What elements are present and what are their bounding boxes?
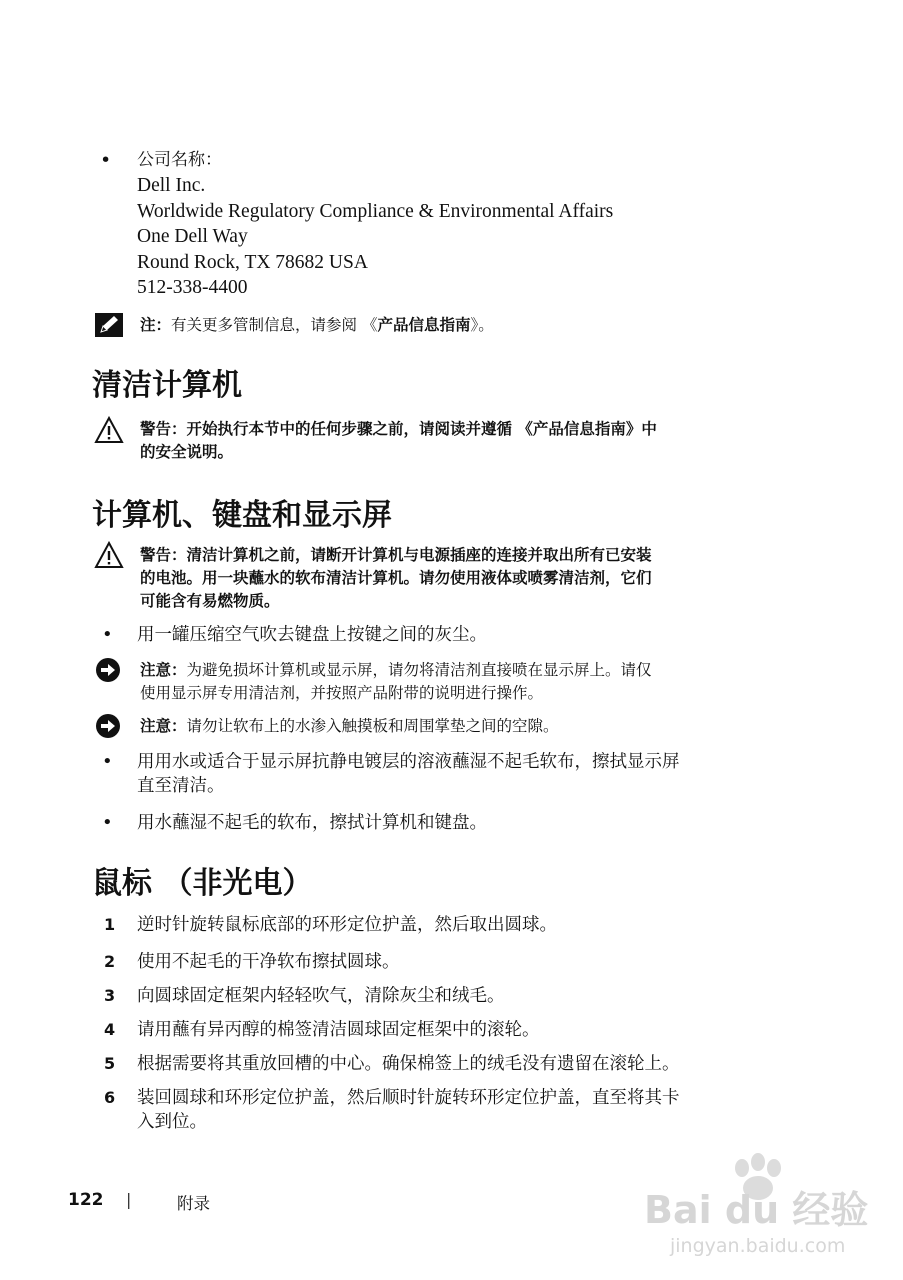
warning-triangle-icon (94, 541, 124, 569)
company-line: One Dell Way (137, 226, 248, 248)
warning-triangle-icon (94, 416, 124, 444)
bullet-line: 直至清洁。 (137, 776, 225, 796)
company-line: Round Rock, TX 78682 USA (137, 251, 368, 273)
step-text (137, 1086, 787, 1134)
note-suffix: 》。 (470, 316, 494, 334)
bullet-line: 用用水或适合于显示屏抗静电镀层的溶液蘸湿不起毛软布，擦拭显示屏 (137, 752, 680, 772)
heading-mouse: 鼠标 （非光电） (92, 866, 313, 901)
bullet-compressed-air: 用一罐压缩空气吹去键盘上按键之间的灰尘。 (137, 625, 487, 645)
company-address (137, 148, 613, 300)
step-number: 2 (104, 952, 116, 971)
step-text: 请用蘸有异丙醇的棉签清洁圆球固定框架中的滚轮。 (137, 1020, 540, 1040)
step-text: 根据需要将其重放回槽的中心。确保棉签上的绒毛没有遗留在滚轮上。 (137, 1054, 680, 1074)
warning-line: 的安全说明。 (140, 443, 234, 461)
company-bullet: • (100, 149, 112, 171)
baidu-watermark (640, 1148, 880, 1268)
warning-computer (140, 544, 790, 613)
heading-computer-keyboard-display: 计算机、键盘和显示屏 (92, 498, 392, 533)
caution-prefix: 注意： (140, 661, 187, 679)
caution-display-cleaner (140, 659, 790, 705)
bullet-wipe-computer: 用水蘸湿不起毛的软布，擦拭计算机和键盘。 (137, 813, 487, 833)
footer-section: 附录 (177, 1194, 210, 1213)
step-number: 1 (104, 915, 116, 934)
step-line: 装回圆球和环形定位护盖，然后顺时针旋转环形定位护盖，直至将其卡 (137, 1088, 680, 1108)
warning-cleaning (140, 418, 790, 464)
watermark-brand: Bai du 经验 (644, 1188, 869, 1232)
page-number: 122 (68, 1190, 104, 1210)
caution-arrow-icon (95, 657, 121, 683)
note-guide-title: 产品信息指南 (377, 316, 471, 334)
bullet: • (102, 751, 113, 772)
note-body: 有关更多管制信息，请参阅 《 (171, 316, 378, 334)
step-number: 4 (104, 1020, 116, 1039)
company-line: Dell Inc. (137, 175, 206, 197)
step-text: 向圆球固定框架内轻轻吹气，清除灰尘和绒毛。 (137, 986, 505, 1006)
watermark-url: jingyan.baidu.com (670, 1235, 846, 1257)
caution-body: 请勿让软布上的水渗入触摸板和周围掌垫之间的空隙。 (186, 717, 559, 735)
step-number: 5 (104, 1054, 116, 1073)
warning-line: 的电池。用一块蘸水的软布清洁计算机。请勿使用液体或喷雾清洁剂，它们 (140, 569, 652, 587)
step-number: 3 (104, 986, 116, 1005)
note-text (140, 314, 494, 336)
heading-cleaning: 清洁计算机 (92, 368, 242, 403)
caution-touchpad (140, 715, 790, 738)
step-line: 入到位。 (137, 1112, 207, 1132)
caution-line: 为避免损坏计算机或显示屏，请勿将清洁剂直接喷在显示屏上。请仅 (186, 661, 652, 679)
step-number: 6 (104, 1088, 116, 1107)
step-text: 逆时针旋转鼠标底部的环形定位护盖，然后取出圆球。 (137, 915, 557, 935)
caution-prefix: 注意： (140, 717, 187, 735)
company-line: 512-338-4400 (137, 277, 248, 299)
company-line: Worldwide Regulatory Compliance & Environmental Affairs (137, 200, 614, 222)
pencil-note-icon (94, 312, 124, 338)
caution-line: 使用显示屏专用清洁剂，并按照产品附带的说明进行操作。 (140, 684, 544, 702)
bullet-display-wipe (137, 750, 787, 798)
bullet: • (102, 624, 113, 645)
warning-line: 警告：清洁计算机之前，请断开计算机与电源插座的连接并取出所有已安装 (140, 546, 652, 564)
footer-separator: | (126, 1190, 132, 1209)
company-label: 公司名称： (137, 150, 222, 170)
warning-line: 警告：开始执行本节中的任何步骤之前，请阅读并遵循 《产品信息指南》中 (140, 420, 657, 438)
step-text: 使用不起毛的干净软布擦拭圆球。 (137, 952, 400, 972)
caution-arrow-icon (95, 713, 121, 739)
bullet: • (102, 812, 113, 833)
note-prefix: 注： (140, 316, 172, 334)
warning-line: 可能含有易燃物质。 (140, 592, 280, 610)
